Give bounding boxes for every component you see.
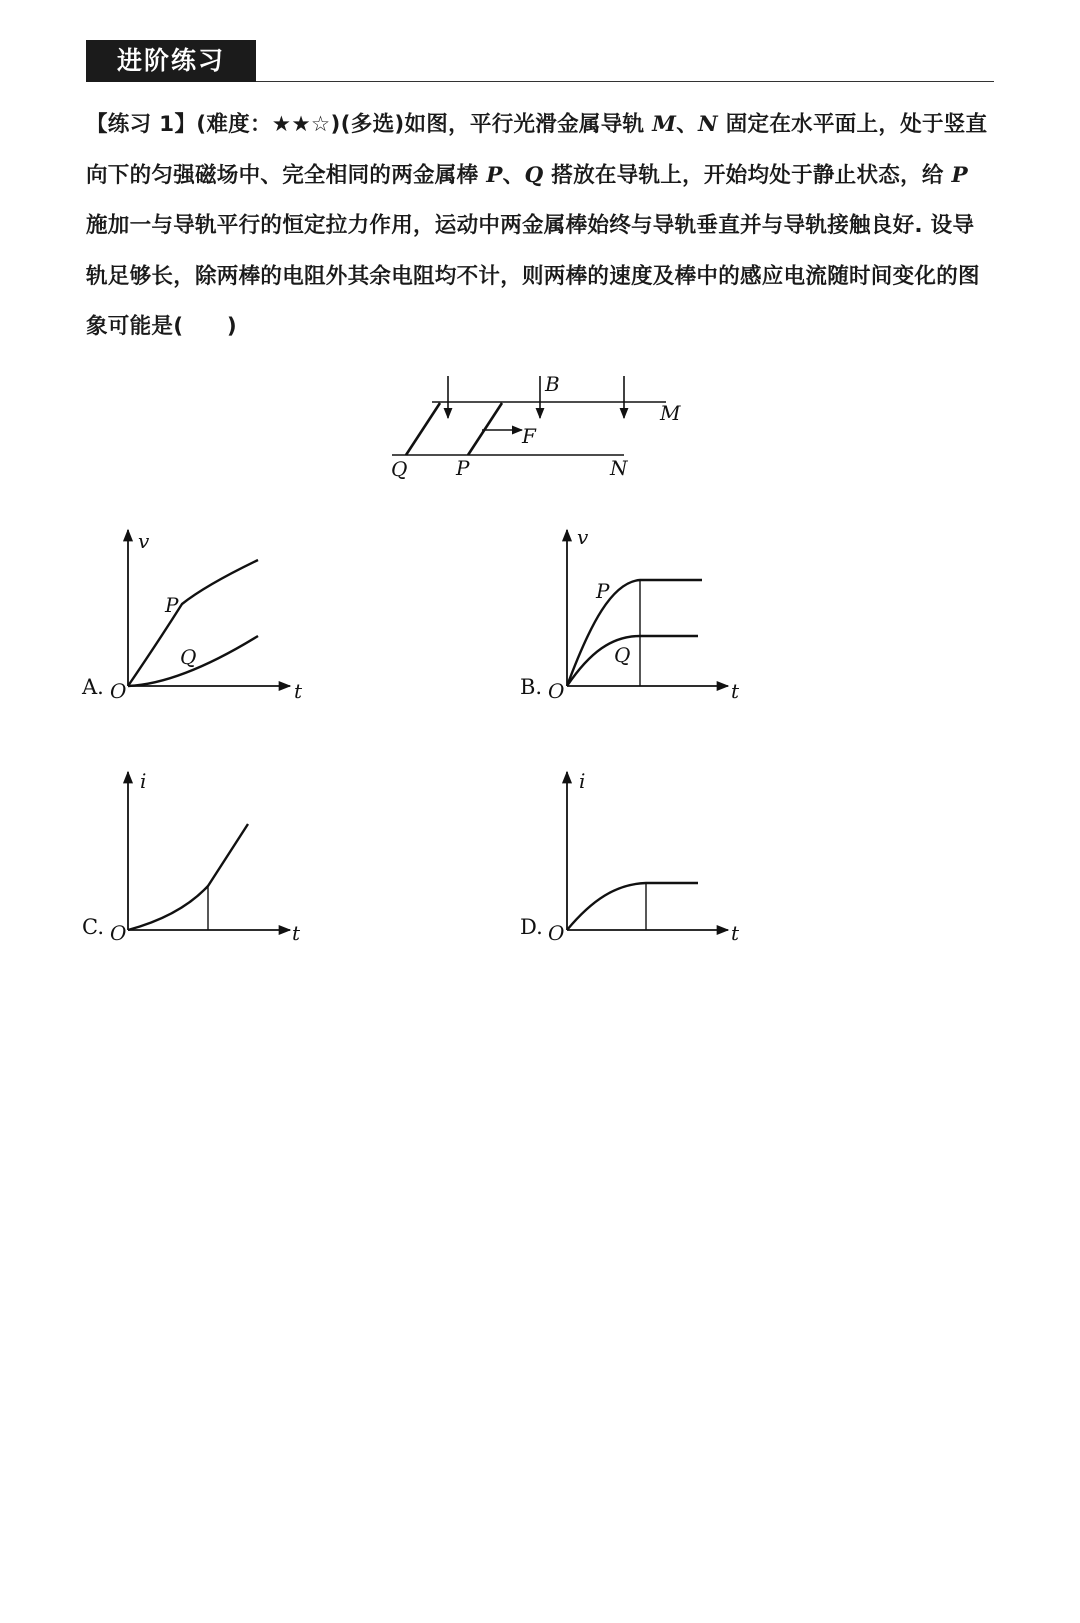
label-p: P — [456, 456, 470, 480]
section-title: 进阶练习 — [86, 40, 256, 82]
option-d-curve — [567, 883, 698, 930]
var-n: N — [698, 112, 718, 137]
option-d-y-label: i — [579, 769, 586, 793]
label-n: N — [610, 456, 628, 480]
option-a-origin: O — [110, 679, 127, 703]
rod-p — [468, 403, 502, 455]
rod-q — [406, 403, 440, 455]
option-d-origin: O — [548, 921, 565, 945]
option-b-graph — [567, 530, 728, 686]
problem-difficulty: (难度：★★☆) — [196, 112, 341, 137]
option-a-y-label: v — [138, 529, 150, 553]
option-a-letter: A. — [82, 675, 104, 699]
var-q: Q — [524, 162, 544, 188]
option-c-y-label: i — [140, 769, 147, 793]
option-a-x-label: t — [294, 679, 303, 703]
problem-text-1: 如图，平行光滑金属导轨 — [404, 112, 653, 137]
option-b-letter: B. — [520, 675, 543, 699]
problem-text-4: 施加一与导轨平行的恒定拉力作用，运动中两金属棒始终与导轨垂直并与导轨接触良好. 设导轨足够长，除两棒的电阻外其余电阻均不计，则两棒的速度及棒中的感应电流随时间变化的图象可能是( ) — [86, 213, 980, 339]
option-b-x-label: t — [731, 679, 740, 703]
option-b-curve-p-label: P — [596, 579, 610, 603]
var-p: P — [486, 162, 503, 188]
option-d-letter: D. — [520, 915, 543, 939]
var-m: M — [652, 112, 677, 137]
label-m: M — [660, 401, 681, 425]
option-c-graph — [128, 772, 290, 930]
problem-tag: 【练习 1】 — [86, 112, 197, 137]
option-c-origin: O — [110, 921, 127, 945]
option-b-curve-q — [567, 636, 698, 686]
label-f: F — [522, 424, 536, 448]
option-d-x-label: t — [731, 921, 740, 945]
option-a-graph — [128, 530, 290, 686]
option-a-curve-p-label: P — [165, 593, 179, 617]
option-b-y-label: v — [577, 525, 589, 549]
option-c-curve — [128, 824, 248, 930]
problem-text-2: 固定在水平面上，处于竖直向下的匀强磁场中、完全相同的两金属棒 — [86, 112, 988, 188]
var-p-2: P — [951, 162, 968, 188]
option-b-origin: O — [548, 679, 565, 703]
option-d-graph — [567, 772, 728, 930]
option-a-curve-q-label: Q — [180, 645, 197, 669]
label-b: B — [545, 372, 560, 396]
option-b-curve-q-label: Q — [614, 643, 631, 667]
problem-text-3: 搭放在导轨上，开始均处于静止状态，给 — [543, 162, 952, 188]
label-q: Q — [391, 457, 408, 481]
problem-sep-2: 、 — [502, 162, 525, 188]
problem-type: (多选) — [340, 112, 405, 137]
option-c-x-label: t — [292, 921, 301, 945]
option-c-letter: C. — [82, 915, 104, 939]
problem-sep-1: 、 — [676, 112, 699, 137]
option-b-curve-p — [567, 580, 702, 686]
